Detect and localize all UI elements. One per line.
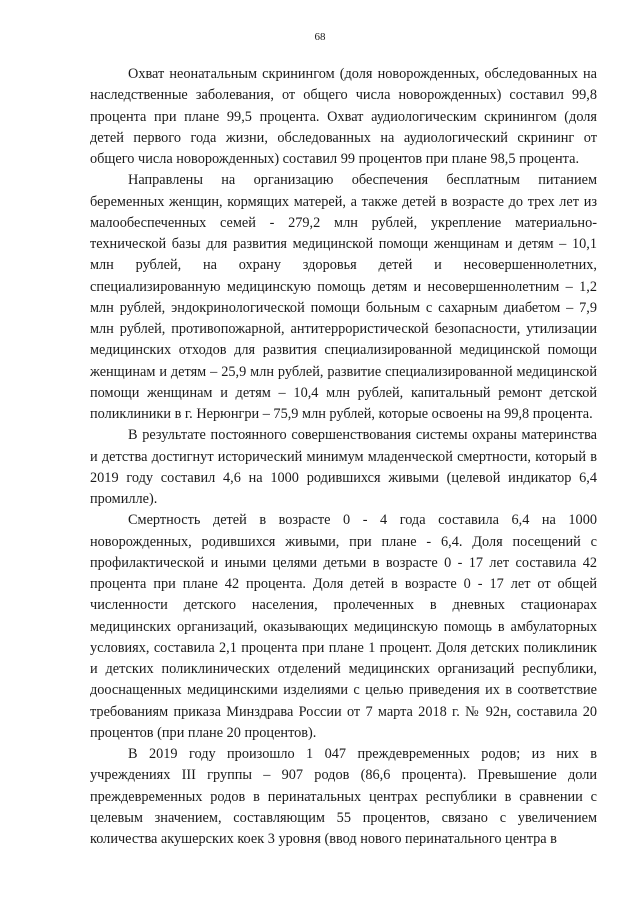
paragraph-child-mortality: Смертность детей в возрасте 0 - 4 года составила 6,4 на 1000 новорожденных, родившихся живыми, при плане - 6,4. Доля посещений с профилактической и иными целями детьми в возрасте 0 - 17 лет составила 42 процента при плане 42 процента. Доля детей в возрасте 0 - 17 лет от общей численности детского населения, пролеченных в дневных стационарах медицинских организаций, оказывающих медицинскую помощь в амбулаторных условиях, составила 2,1 процента при плане 1 процент. Доля детских поликлиник и детских поликлинических отделений медицинских организаций республики, дооснащенных медицинскими изделиями с целью приведения их в соответствие требованиям приказа Минздрава России от 7 марта 2018 г. № 92н, составила 20 процентов (при плане 20 процентов). bbox=[90, 512, 597, 741]
paragraph-funding: Направлены на организацию обеспечения бесплатным питанием беременных женщин, кормящих матерей, а также детей в возрасте до трех лет из малообеспеченных семей - 279,2 млн рублей, укрепление материально-технической базы для развития медицинской помощи женщинам и детям – 10,1 млн рублей, на охрану здоровья детей и несовершеннолетних, специализированную медицинскую помощь детям и несовершеннолетним – 1,2 млн рублей, эндокринологической помощи больным с сахарным диабетом – 7,9 млн рублей, противопожарной, антитеррористической безопасности, утилизации медицинских отходов для развития специализированной медицинской помощи женщинам и детям – 25,9 млн рублей, развитие специализированной медицинской помощи женщинам и детям – 10,4 млн рублей, капитальный ремонт детской поликлиники в г. Нерюнгри – 75,9 млн рублей, которые освоены на 99,8 процента. bbox=[90, 172, 597, 422]
paragraph-neonatal-screening: Охват неонатальным скринингом (доля новорожденных, обследованных на наследственные заболевания, от общего числа новорожденных) составил 99,8 процента при плане 99,5 процента. Охват аудиологическим скринингом (доля детей первого года жизни, обследованных на аудиологический скрининг от общего числа новорожденных) составил 99 процентов при плане 98,5 процента. bbox=[90, 66, 597, 167]
document-body bbox=[90, 64, 597, 850]
paragraph-preterm-births: В 2019 году произошло 1 047 преждевременных родов; из них в учреждениях III группы – 907 родов (86,6 процента). Превышение доли преждевременных родов в перинатальных центрах республики в сравнении с целевым значением, составляющим 55 процентов, связано с увеличением количества акушерских коек 3 уровня (ввод нового перинатального центра в bbox=[90, 746, 597, 847]
paragraph-infant-mortality: В результате постоянного совершенствования системы охраны материнства и детства достигнут исторический минимум младенческой смертности, который в 2019 году составил 4,6 на 1000 родившихся живыми (целевой индикатор 6,4 промилле). bbox=[90, 427, 597, 507]
page-number: 68 bbox=[314, 31, 326, 43]
